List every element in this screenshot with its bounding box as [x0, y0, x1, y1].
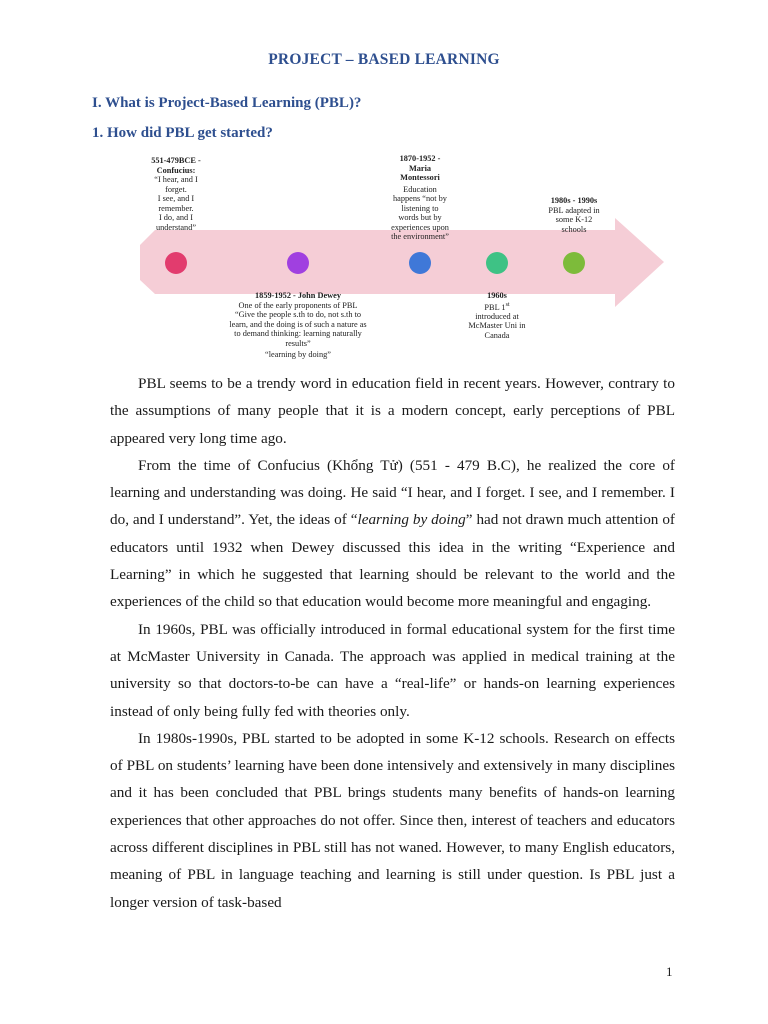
event-name: Maria: [408, 163, 432, 173]
timeline-marker-confucius: [165, 252, 187, 274]
paragraph-text: ” had not drawn much attention of educators until 1932 when Dewey discussed this idea in the writing “Experience and Learning” in which he suggested that learning should be relevant to the world and the experiences of the child so that education would become more meaningful and engaging.: [110, 511, 675, 611]
event-line: words but by: [398, 213, 442, 222]
paragraph: In 1960s, PBL was officially introduced in formal educational system for the first time at McMaster University in Canada. The approach was applied in medical training at the university so that doctors-to-be can have a “real-life” or hands-on learning experiences instead of only being fully fed with theories only.: [110, 620, 675, 720]
document-title: PROJECT – BASED LEARNING: [268, 51, 500, 68]
timeline-event-dewey: [220, 291, 376, 360]
event-date: 1870-1952 -: [399, 154, 441, 163]
section-heading: I. What is Project-Based Learning (PBL)?: [92, 95, 362, 111]
event-line: PBL 1st: [484, 301, 510, 312]
event-line: Canada: [484, 330, 510, 340]
paragraph: PBL seems to be a trendy word in education field in recent years. However, contrary to the assumptions of many people that it is a modern concept, early perceptions of PBL appeared very long time ago.: [110, 375, 675, 447]
timeline-marker-1960s: [486, 252, 508, 274]
event-line: “learning by doing”: [265, 350, 331, 359]
event-line: I see, and I: [157, 194, 195, 203]
paragraph: [110, 452, 675, 616]
event-line: remember.: [158, 203, 194, 213]
pbl-history-timeline: [137, 150, 667, 365]
event-line: McMaster Uni in: [468, 321, 526, 331]
event-line: I do, and I: [158, 213, 194, 222]
event-date: 1980s - 1990s: [550, 196, 598, 205]
event-name: Montessori: [400, 173, 440, 182]
event-line: some K-12: [555, 215, 593, 224]
subsection-heading: 1. How did PBL get started?: [92, 125, 273, 141]
paragraph-text: From the time of Confucius (Khổng Tử) (551 - 479 B.C), he realized the core of learning and understanding was doing. He said “I hear, and I forget. I see, and I remember. I do, and I understand”. Yet, the ideas of “: [110, 456, 675, 529]
event-line: experiences upon: [391, 222, 449, 232]
timeline-marker-montessori: [409, 252, 431, 274]
paragraph: In 1980s-1990s, PBL started to be adopted in some K-12 schools. Research on effects of PBL on students’ learning have been done intensively and extensively in many disciplines and it has been concluded that PBL brings students many benefits of hands-on learning experiences that other approaches do not offer. Since then, interest of teachers and educators across different disciplines in PBL still has not waned. However, to many English educators, meaning of PBL in language teaching and learning is still under question. Is PBL just a longer version of task-based: [110, 729, 675, 911]
event-line: to demand thinking: learning naturally: [234, 329, 362, 338]
timeline-marker-1980s: [563, 252, 585, 274]
event-line: schools: [561, 224, 587, 234]
timeline-event-confucius: [137, 156, 215, 232]
body-text: [110, 370, 675, 916]
event-date: 551-479BCE -: [151, 156, 201, 165]
timeline-event-1960s: [457, 291, 537, 340]
event-line: Education: [403, 184, 437, 194]
event-line: One of the early proponents of PBL: [238, 300, 358, 310]
event-line: forget.: [165, 184, 187, 194]
event-line: happens “not by: [393, 194, 447, 203]
event-name: Confucius:: [156, 165, 196, 175]
event-date: 1859-1952 - John Dewey: [255, 291, 341, 300]
timeline-event-1980s: [534, 196, 614, 234]
event-line: introduced at: [475, 311, 519, 321]
event-line: understand”: [155, 222, 197, 232]
page-number: 1: [666, 964, 673, 979]
event-line: PBL adapted in: [548, 205, 600, 215]
event-line: results”: [285, 338, 311, 348]
event-line: “Give the people s.th to do, not s.th to: [234, 310, 362, 319]
timeline-event-montessori: [380, 154, 460, 242]
timeline-marker-dewey: [287, 252, 309, 274]
event-line: the environment”: [391, 232, 449, 241]
event-line: “I hear, and I: [154, 175, 198, 184]
event-line: learn, and the doing is of such a nature as: [229, 319, 367, 329]
event-line: listening to: [401, 203, 439, 213]
event-date: 1960s: [487, 291, 507, 300]
emphasis-text: learning by doing: [357, 511, 466, 529]
